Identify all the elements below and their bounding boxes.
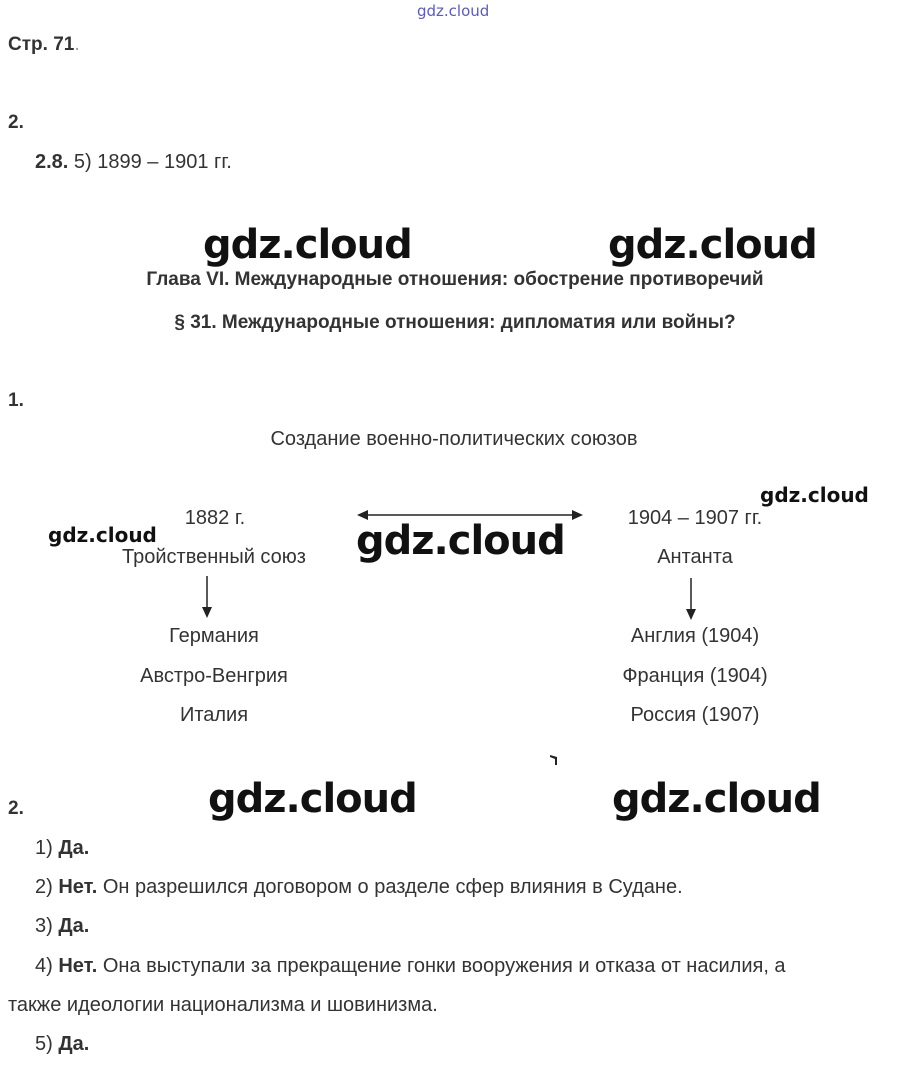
task-2-number: 2. bbox=[8, 798, 24, 819]
arrow-down-icon bbox=[199, 574, 215, 620]
answer-verdict: Нет. bbox=[58, 955, 98, 977]
watermark-3: gdz.cloud bbox=[760, 483, 869, 507]
answer-prefix: 1) bbox=[35, 837, 53, 859]
page-reference-label: Стр. 71 bbox=[8, 34, 75, 55]
entente-member: Россия (1907) bbox=[630, 704, 760, 726]
answer-text-continuation: также идеологии национализма и шовинизма. bbox=[8, 994, 438, 1016]
section-number: 2. bbox=[8, 112, 24, 133]
answer-2-8-label: 2.8. bbox=[35, 151, 69, 173]
watermark-5: gdz.cloud bbox=[356, 518, 565, 564]
entente-year: 1904 – 1907 гг. bbox=[627, 507, 763, 529]
cursor-mark-icon bbox=[549, 754, 559, 766]
watermark-7: gdz.cloud bbox=[612, 776, 821, 822]
answer-item bbox=[35, 1033, 89, 1056]
watermark-2: gdz.cloud bbox=[608, 222, 817, 268]
answer-prefix: 4) bbox=[35, 955, 53, 977]
double-arrow-icon bbox=[355, 506, 585, 524]
watermark-4: gdz.cloud bbox=[48, 523, 157, 547]
answer-text: Он разрешился договором о разделе сфер влияния в Судане. bbox=[102, 876, 683, 898]
answer-verdict: Да. bbox=[58, 1033, 90, 1055]
triple-alliance-member: Италия bbox=[179, 704, 249, 726]
answer-item bbox=[35, 837, 89, 860]
task-1-number: 1. bbox=[8, 390, 24, 411]
answer-prefix: 5) bbox=[35, 1033, 53, 1055]
paragraph-title: § 31. Международные отношения: дипломатия или войны? bbox=[174, 312, 736, 333]
answer-prefix: 2) bbox=[35, 876, 53, 898]
watermark-6: gdz.cloud bbox=[208, 776, 417, 822]
triple-alliance-member: Австро-Венгрия bbox=[140, 665, 288, 687]
arrow-down-icon bbox=[683, 576, 699, 622]
answer-verdict: Нет. bbox=[58, 876, 98, 898]
answer-text: Она выступали за прекращение гонки вооружения и отказа от насилия, а bbox=[102, 955, 786, 977]
watermark-top: gdz.cloud bbox=[417, 2, 490, 20]
answer-2-8 bbox=[35, 151, 232, 174]
page-reference bbox=[8, 34, 80, 56]
triple-alliance-name: Тройственный союз bbox=[122, 546, 306, 568]
answer-item bbox=[35, 915, 89, 938]
triple-alliance-year: 1882 г. bbox=[184, 507, 246, 529]
entente-member: Англия (1904) bbox=[630, 625, 760, 647]
triple-alliance-member: Германия bbox=[169, 625, 259, 647]
entente-member: Франция (1904) bbox=[622, 665, 768, 687]
entente-name: Антанта bbox=[657, 546, 733, 568]
page-reference-dot: . bbox=[74, 34, 80, 55]
answer-prefix: 3) bbox=[35, 915, 53, 937]
answer-verdict: Да. bbox=[58, 837, 90, 859]
answer-2-8-text: 5) 1899 – 1901 гг. bbox=[73, 151, 232, 173]
chapter-title: Глава VI. Международные отношения: обострение противоречий bbox=[146, 269, 764, 290]
answer-verdict: Да. bbox=[58, 915, 90, 937]
answer-item bbox=[35, 955, 786, 978]
watermark-1: gdz.cloud bbox=[203, 222, 412, 268]
answer-item bbox=[35, 876, 683, 899]
scheme-title: Создание военно-политических союзов bbox=[270, 428, 638, 450]
